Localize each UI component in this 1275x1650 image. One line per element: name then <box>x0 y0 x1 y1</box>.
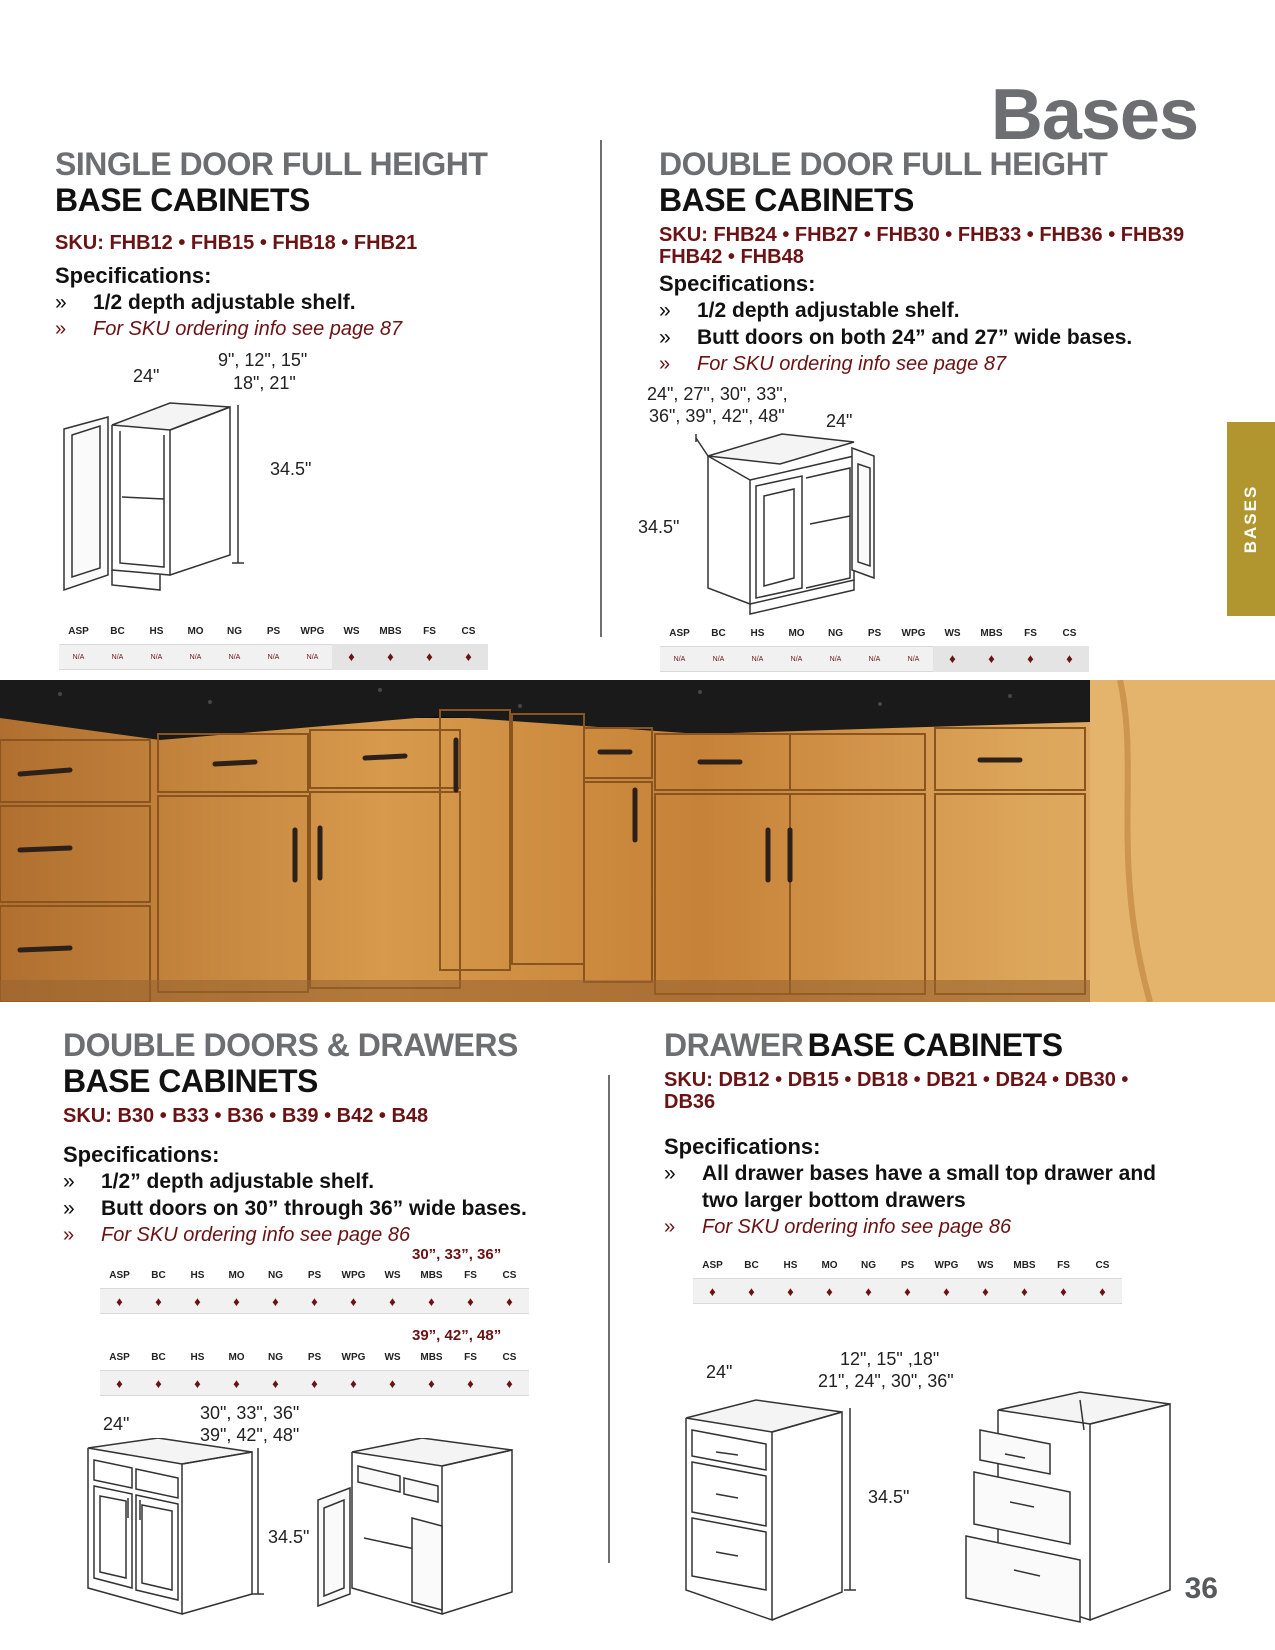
page-number: 36 <box>1184 1572 1218 1605</box>
availability-cell-fs: ♦ <box>1011 646 1050 672</box>
availability-header <box>100 1270 529 1288</box>
availability-cell-mbs: ♦ <box>371 644 410 670</box>
col-ng: NG <box>268 1270 283 1281</box>
availability-cell-mo: ♦ <box>826 1283 833 1299</box>
availability-cell-mo: N/A <box>189 653 202 661</box>
col-mo: MO <box>187 626 204 637</box>
availability-cell-cs: ♦ <box>1099 1283 1106 1299</box>
availability-cell-ng: N/A <box>829 655 842 663</box>
availability-cell-ps: ♦ <box>311 1375 318 1391</box>
col-wpg: WPG <box>341 1270 366 1281</box>
sku-label: SKU: <box>55 232 104 254</box>
availability-cell-asp: ♦ <box>709 1283 716 1299</box>
dim-height: 34.5" <box>268 1527 310 1547</box>
page-title: Bases <box>990 75 1198 155</box>
spec-list <box>664 1160 1184 1241</box>
col-ps: PS <box>867 628 882 639</box>
col-hs: HS <box>149 626 164 637</box>
spec-item: » Butt doors on both 24” and 27” wide bases. <box>659 324 1199 351</box>
availability-row <box>100 1288 529 1314</box>
dim-depth: 24" <box>133 366 160 386</box>
availability-cell-asp: ♦ <box>116 1293 123 1309</box>
single-door-cabinet-drawing <box>60 385 260 605</box>
dim-height: 34.5" <box>638 517 680 537</box>
availability-cell-hs: N/A <box>751 655 764 663</box>
availability-cell-wpg: ♦ <box>943 1283 950 1299</box>
specs-title: Specifications: <box>664 1134 821 1159</box>
dim-width-line1: 24", 27", 30", 33", <box>647 384 788 404</box>
dim-width-line2: 36", 39", 42", 48" <box>649 406 785 426</box>
availability-header <box>660 628 1089 646</box>
column-divider-bottom <box>608 1075 610 1563</box>
col-ws: WS <box>944 628 961 639</box>
availability-table <box>59 626 488 670</box>
availability-table-b <box>100 1352 529 1396</box>
availability-cell-mbs: ♦ <box>428 1375 435 1391</box>
col-ps: PS <box>307 1270 322 1281</box>
sku-values-line1: FHB24 • FHB27 • FHB30 • FHB33 • FHB36 • FHB39 <box>713 224 1185 246</box>
spec-list <box>55 289 575 343</box>
availability-cell-ng: ♦ <box>865 1283 872 1299</box>
availability-row <box>693 1278 1122 1304</box>
availability-cell-mo: ♦ <box>233 1375 240 1391</box>
sku-label: SKU: <box>63 1105 112 1127</box>
col-wpg: WPG <box>934 1260 959 1271</box>
availability-cell-ps: N/A <box>267 653 280 661</box>
col-ps: PS <box>900 1260 915 1271</box>
section-title-black: BASE CABINETS <box>63 1063 318 1099</box>
col-ng: NG <box>828 628 843 639</box>
col-ws: WS <box>384 1270 401 1281</box>
section-title-gray: DOUBLE DOOR FULL HEIGHT <box>659 146 1108 182</box>
column-divider-top <box>600 140 602 637</box>
col-bc: BC <box>110 626 125 637</box>
col-mo: MO <box>228 1270 245 1281</box>
double-door-section <box>659 146 1199 378</box>
availability-table-a <box>100 1270 529 1314</box>
availability-size-label-a: 30”, 33”, 36” <box>412 1246 502 1263</box>
dim-width-line2: 18", 21" <box>233 373 296 393</box>
availability-cell-mo: ♦ <box>233 1293 240 1309</box>
single-door-section <box>55 146 575 343</box>
availability-cell-mbs: ♦ <box>972 646 1011 672</box>
col-ws: WS <box>977 1260 994 1271</box>
availability-cell-ws: ♦ <box>389 1375 396 1391</box>
col-fs: FS <box>423 626 436 637</box>
kitchen-photo-illustration <box>0 680 1275 1002</box>
availability-cell-cs: ♦ <box>506 1293 513 1309</box>
availability-cell-bc: ♦ <box>155 1293 162 1309</box>
col-mo: MO <box>788 628 805 639</box>
availability-header <box>693 1260 1122 1278</box>
col-mbs: MBS <box>980 628 1003 639</box>
col-cs: CS <box>1095 1260 1110 1271</box>
col-wpg: WPG <box>341 1352 366 1363</box>
specs-title: Specifications: <box>659 271 816 296</box>
col-hs: HS <box>190 1352 205 1363</box>
side-tab-label: BASES <box>1241 484 1260 554</box>
spec-item: » 1/2” depth adjustable shelf. <box>63 1168 603 1195</box>
dim-width-line2: 39", 42", 48" <box>200 1425 300 1445</box>
col-mo: MO <box>821 1260 838 1271</box>
availability-table <box>660 628 1089 672</box>
section-title-gray: DRAWER <box>664 1027 804 1063</box>
availability-cell-cs: ♦ <box>449 644 488 670</box>
availability-cell-bc: N/A <box>111 653 124 661</box>
spec-item: » All drawer bases have a small top drawer and two larger bottom drawers <box>664 1160 1164 1214</box>
col-ws: WS <box>384 1352 401 1363</box>
col-hs: HS <box>190 1270 205 1281</box>
sku-ordering-note[interactable]: » For SKU ordering info see page 87 <box>55 316 575 343</box>
spec-item: » 1/2 depth adjustable shelf. <box>55 289 575 316</box>
availability-cell-wpg: N/A <box>306 653 319 661</box>
availability-row <box>660 646 1089 672</box>
sku-ordering-note[interactable]: » For SKU ordering info see page 86 <box>664 1214 1184 1241</box>
col-fs: FS <box>464 1352 477 1363</box>
availability-cell-wpg: N/A <box>907 655 920 663</box>
section-title-gray: DOUBLE DOORS & DRAWERS <box>63 1027 518 1063</box>
col-ps: PS <box>266 626 281 637</box>
availability-cell-asp: N/A <box>72 653 85 661</box>
sku-list <box>659 224 1199 268</box>
dim-depth: 24" <box>826 411 853 431</box>
availability-cell-mo: N/A <box>790 655 803 663</box>
specs-title: Specifications: <box>55 263 212 288</box>
col-bc: BC <box>151 1270 166 1281</box>
availability-cell-wpg: ♦ <box>350 1293 357 1309</box>
specs-title: Specifications: <box>63 1142 220 1167</box>
col-fs: FS <box>1024 628 1037 639</box>
availability-header <box>59 626 488 644</box>
col-bc: BC <box>744 1260 759 1271</box>
availability-table <box>693 1260 1122 1304</box>
col-ws: WS <box>343 626 360 637</box>
col-cs: CS <box>461 626 476 637</box>
availability-cell-ng: ♦ <box>272 1375 279 1391</box>
col-cs: CS <box>502 1352 517 1363</box>
availability-cell-ps: N/A <box>868 655 881 663</box>
availability-cell-hs: ♦ <box>787 1283 794 1299</box>
col-mbs: MBS <box>420 1352 443 1363</box>
col-wpg: WPG <box>901 628 926 639</box>
availability-size-label-b: 39”, 42”, 48” <box>412 1327 502 1344</box>
col-asp: ASP <box>702 1260 723 1271</box>
section-title-black: BASE CABINETS <box>55 182 310 218</box>
availability-cell-ws: ♦ <box>933 646 972 672</box>
sku-values: B30 • B33 • B36 • B39 • B42 • B48 <box>117 1105 429 1127</box>
sku-values: DB12 • DB15 • DB18 • DB21 • DB24 • DB30 • DB36 <box>664 1069 1129 1113</box>
availability-header <box>100 1352 529 1370</box>
col-ng: NG <box>227 626 242 637</box>
col-mbs: MBS <box>1013 1260 1036 1271</box>
availability-cell-mbs: ♦ <box>428 1293 435 1309</box>
col-asp: ASP <box>109 1270 130 1281</box>
col-ng: NG <box>268 1352 283 1363</box>
section-title <box>664 1027 1184 1063</box>
col-ps: PS <box>307 1352 322 1363</box>
col-mbs: MBS <box>420 1270 443 1281</box>
doors-drawers-cabinet-drawing <box>82 1438 522 1623</box>
col-cs: CS <box>1062 628 1077 639</box>
dim-depth: 24" <box>706 1362 733 1382</box>
spec-list <box>63 1168 603 1249</box>
double-door-cabinet-drawing <box>690 428 910 618</box>
sku-values: FHB12 • FHB15 • FHB18 • FHB21 <box>109 232 418 254</box>
section-title-gray: SINGLE DOOR FULL HEIGHT <box>55 146 488 182</box>
col-mo: MO <box>228 1352 245 1363</box>
availability-cell-hs: ♦ <box>194 1375 201 1391</box>
dim-depth: 24" <box>103 1414 130 1434</box>
sku-ordering-note[interactable]: » For SKU ordering info see page 87 <box>659 351 1199 378</box>
availability-cell-ws: ♦ <box>389 1293 396 1309</box>
kitchen-cabinets-photo <box>0 680 1275 1002</box>
availability-cell-cs: ♦ <box>1050 646 1089 672</box>
section-title-black: BASE CABINETS <box>659 182 914 218</box>
sku-list <box>55 232 575 254</box>
sku-ordering-note[interactable]: » For SKU ordering info see page 86 <box>63 1222 603 1249</box>
spec-list <box>659 297 1199 378</box>
availability-row <box>100 1370 529 1396</box>
availability-cell-ws: ♦ <box>982 1283 989 1299</box>
dim-height: 34.5" <box>270 459 312 479</box>
spec-item: » 1/2 depth adjustable shelf. <box>659 297 1199 324</box>
availability-cell-hs: ♦ <box>194 1293 201 1309</box>
availability-cell-asp: N/A <box>673 655 686 663</box>
doors-drawers-section <box>63 1027 603 1249</box>
drawer-base-cabinet-drawing <box>680 1390 1180 1630</box>
availability-cell-ps: ♦ <box>311 1293 318 1309</box>
availability-cell-hs: N/A <box>150 653 163 661</box>
col-asp: ASP <box>669 628 690 639</box>
drawer-base-section <box>664 1027 1184 1241</box>
availability-cell-fs: ♦ <box>467 1293 474 1309</box>
availability-cell-ws: ♦ <box>332 644 371 670</box>
sku-label: SKU: <box>659 224 708 246</box>
availability-cell-bc: ♦ <box>748 1283 755 1299</box>
availability-row <box>59 644 488 670</box>
col-bc: BC <box>711 628 726 639</box>
col-hs: HS <box>783 1260 798 1271</box>
sku-list <box>664 1069 1184 1113</box>
dim-width-line1: 12", 15" ,18" <box>840 1349 940 1369</box>
dim-height: 34.5" <box>868 1487 910 1507</box>
sku-label: SKU: <box>664 1069 713 1091</box>
availability-cell-asp: ♦ <box>116 1375 123 1391</box>
dim-width-line2: 21", 24", 30", 36" <box>818 1371 954 1391</box>
availability-cell-ps: ♦ <box>904 1283 911 1299</box>
col-ng: NG <box>861 1260 876 1271</box>
availability-cell-ng: ♦ <box>272 1293 279 1309</box>
availability-cell-cs: ♦ <box>506 1375 513 1391</box>
availability-cell-bc: N/A <box>712 655 725 663</box>
col-bc: BC <box>151 1352 166 1363</box>
sku-values-line2: FHB42 • FHB48 <box>659 246 804 268</box>
availability-cell-bc: ♦ <box>155 1375 162 1391</box>
availability-cell-mbs: ♦ <box>1021 1283 1028 1299</box>
availability-cell-wpg: ♦ <box>350 1375 357 1391</box>
col-cs: CS <box>502 1270 517 1281</box>
section-side-tab[interactable] <box>1227 422 1275 616</box>
section-title-black: BASE CABINETS <box>807 1027 1063 1063</box>
col-wpg: WPG <box>300 626 325 637</box>
spec-item: » Butt doors on 30” through 36” wide bases. <box>63 1195 603 1222</box>
col-mbs: MBS <box>379 626 402 637</box>
col-hs: HS <box>750 628 765 639</box>
sku-list <box>63 1105 603 1127</box>
dim-width-line1: 9", 12", 15" <box>218 350 308 370</box>
col-asp: ASP <box>109 1352 130 1363</box>
dim-width-line1: 30", 33", 36" <box>200 1403 300 1423</box>
col-fs: FS <box>1057 1260 1070 1271</box>
availability-cell-fs: ♦ <box>410 644 449 670</box>
availability-cell-fs: ♦ <box>1060 1283 1067 1299</box>
col-asp: ASP <box>68 626 89 637</box>
availability-cell-ng: N/A <box>228 653 241 661</box>
col-fs: FS <box>464 1270 477 1281</box>
availability-cell-fs: ♦ <box>467 1375 474 1391</box>
